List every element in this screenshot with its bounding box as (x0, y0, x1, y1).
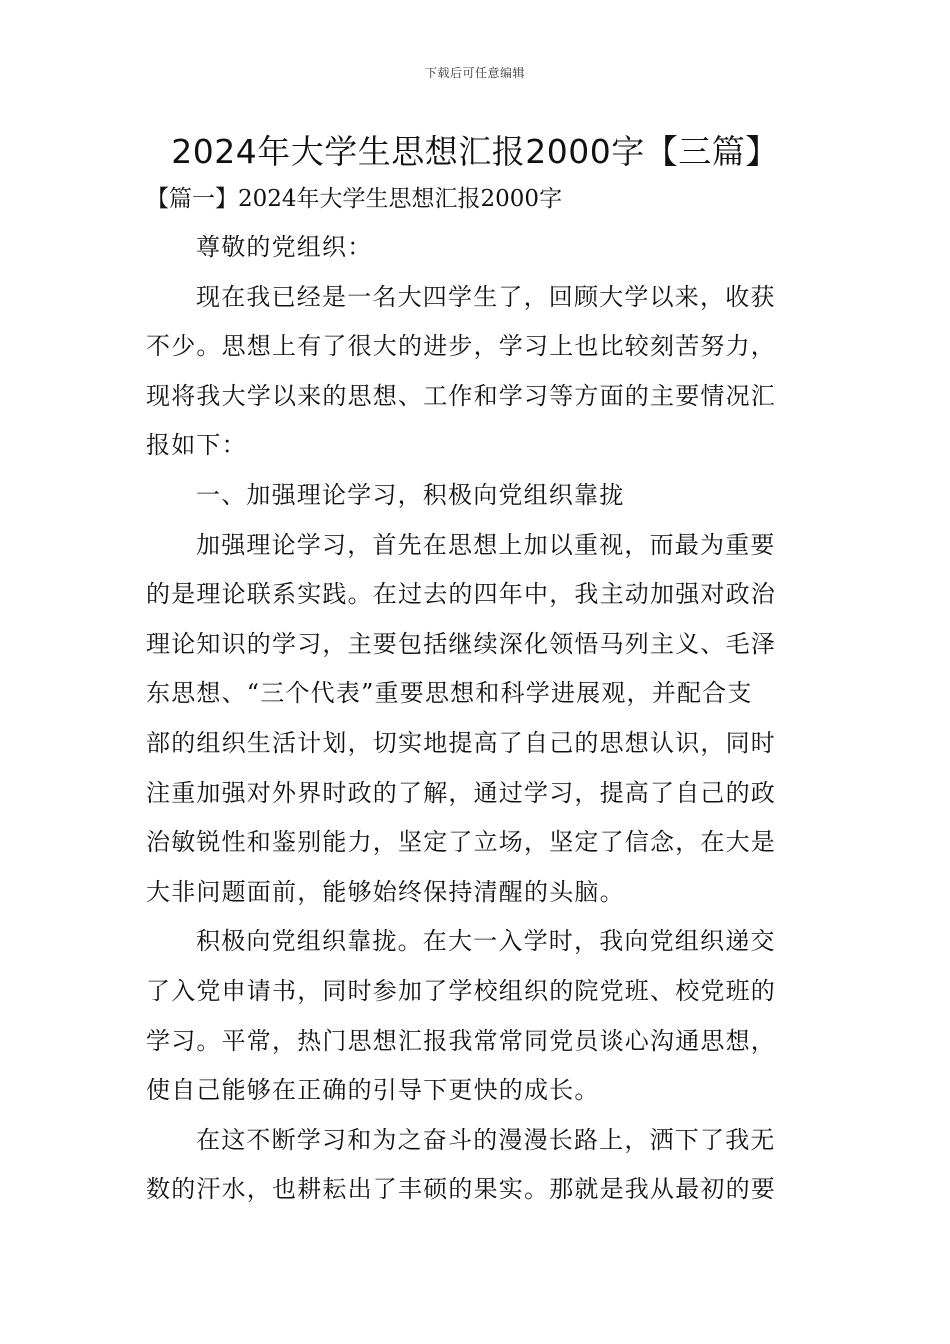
paragraph-line: 理论知识的学习，主要包括继续深化领悟马列主义、毛泽 (146, 629, 776, 658)
paragraph-line: 加强理论学习，首先在思想上加以重视，而最为重要 (196, 530, 776, 559)
header-note: 下载后可任意编辑 (424, 66, 525, 80)
paragraph-line: 不少。思想上有了很大的进步，学习上也比较刻苦努力， (146, 332, 776, 361)
paragraph-line: 在这不断学习和为之奋斗的漫漫长路上，洒下了我无 (196, 1125, 776, 1154)
paragraph-line: 东思想、“三个代表”重要思想和科学进展观，并配合支 (146, 679, 753, 708)
section-subtitle: 【篇一】2024年大学生思想汇报2000字 (146, 186, 563, 212)
document-body (146, 175, 806, 1215)
paragraph-line: 数的汗水，也耕耘出了丰硕的果实。那就是我从最初的要 (146, 1175, 776, 1204)
document-title: 2024年大学生思想汇报2000字【三篇】 (171, 132, 779, 171)
section-heading: 一、加强理论学习，积极向党组织靠拢 (196, 480, 625, 509)
paragraph-line: 大非问题面前，能够始终保持清醒的头脑。 (146, 877, 625, 906)
paragraph-line: 部的组织生活计划，切实地提高了自己的思想认识，同时 (146, 728, 776, 757)
paragraph-line: 注重加强对外界时政的了解，通过学习，提高了自己的政 (146, 778, 776, 807)
paragraph-line: 使自己能够在正确的引导下更快的成长。 (146, 1076, 600, 1105)
salutation: 尊敬的党组织： (196, 233, 373, 261)
paragraph-line: 报如下： (146, 431, 247, 460)
paragraph-line: 了入党申请书，同时参加了学校组织的院党班、校党班的 (146, 976, 776, 1005)
paragraph-line: 的是理论联系实践。在过去的四年中，我主动加强对政治 (146, 580, 776, 609)
paragraph-line: 积极向党组织靠拢。在大一入学时，我向党组织递交 (196, 927, 776, 956)
paragraph-line: 现将我大学以来的思想、工作和学习等方面的主要情况汇 (146, 381, 776, 410)
paragraph-line: 现在我已经是一名大四学生了，回顾大学以来，收获 (196, 282, 776, 311)
paragraph-line: 学习。平常，热门思想汇报我常常同党员谈心沟通思想， (146, 1026, 776, 1055)
paragraph-line: 治敏锐性和鉴别能力，坚定了立场，坚定了信念，在大是 (146, 828, 776, 857)
